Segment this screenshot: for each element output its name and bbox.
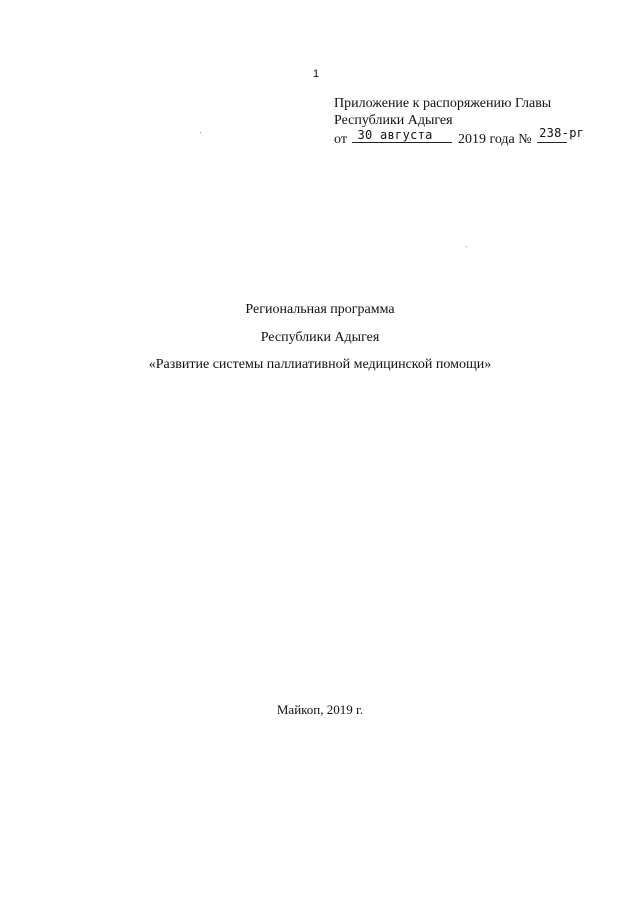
appendix-header [334,95,585,148]
scan-speck [466,246,467,247]
place-and-year: Майкоп, 2019 г. [276,702,364,717]
page-number: 1 [313,68,320,80]
program-title-line-3: «Развитие системы паллиативной медицинской помощи» [148,357,492,372]
appendix-line-1: Приложение к распоряжению Главы [334,96,552,111]
date-field [352,129,452,143]
scan-speck [200,132,201,133]
order-number-field [537,126,585,143]
year-label: 2019 года № [457,132,532,147]
order-number-value: 238-рг [539,126,585,140]
program-title-line-1: Региональная программа [245,302,395,317]
appendix-date-line [334,126,585,148]
date-value: 30 августа [357,128,433,142]
appendix-line-2: Республики Адыгея [334,113,453,128]
program-title-line-2: Республики Адыгея [260,330,380,345]
from-label: от [334,132,347,147]
